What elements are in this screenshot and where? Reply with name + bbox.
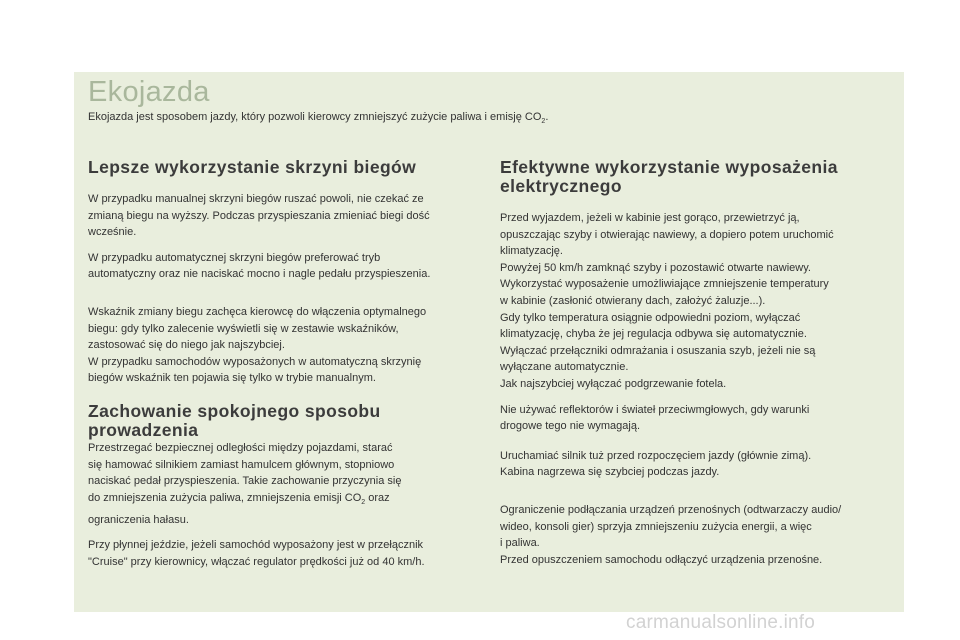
paragraph-gear-indicator: Wskaźnik zmiany biegu zachęca kierowcę do włączenia optymalnego biegu: gdy tylko zalecenie wyświetli się w zestawie wskaźników, zastosować się do niego jak najszybciej. W przypadku samochodów wyposażonych w automatyczną skrzynię biegów wskaźnik ten pojawia się tylko w trybie manualnym. [88, 305, 427, 385]
section-title-gearbox: Lepsze wykorzystanie skrzyni biegów [88, 157, 417, 177]
right-column [500, 158, 896, 568]
section-title-electrical [500, 158, 896, 196]
section-title-calm-driving-text: Zachowanie spokojnego sposobu prowadzenia [88, 400, 381, 440]
intro-text [88, 111, 548, 125]
paragraph-safe-distance-main: Przestrzegać bezpiecznej odległości między pojazdami, starać się hamować silnikiem zamiast hamulcem głównym, stopniowo naciskać pedał przyspieszenia. Takie zachowanie przyczynia się do zmniejszenia zużycia paliwa, zmniejszenia emisji CO [88, 441, 402, 504]
intro-text-end: . [545, 111, 549, 123]
paragraph-safe-distance [88, 440, 484, 528]
page-title: Ekojazda [88, 76, 210, 108]
paragraph-cruise-control: Przy płynnej jeździe, jeżeli samochód wyposażony jest w przełącznik "Cruise" przy kierownicy, włączać regulator prędkości już od 40 km/h. [88, 539, 425, 568]
paragraph-portable-devices: Ograniczenie podłączania urządzeń przenośnych (odtwarzaczy audio/ wideo, konsoli gier) sprzyja zmniejszeniu zużycia energii, a więc i paliwa. Przed opuszczeniem samochodu odłączyć urządzenia przenośne. [500, 503, 842, 566]
paragraph-engine-start: Uruchamiać silnik tuż przed rozpoczęciem jazdy (głównie zimą). Kabina nagrzewa się szybciej podczas jazdy. [500, 449, 812, 479]
paragraph-safe-distance-end: oraz ograniczenia hałasu. [88, 491, 390, 526]
intro-text-main: Ekojazda jest sposobem jazdy, który pozwoli kierowcy zmniejszyć zużycie paliwa i emisję CO [88, 111, 542, 123]
section-title-electrical-text: Efektywne wykorzystanie wyposażenia elektrycznego [500, 157, 838, 196]
co2-subscript: 2 [361, 498, 366, 506]
left-column [88, 158, 484, 570]
paragraph-manual-gearbox: W przypadku manualnej skrzyni biegów ruszać powoli, nie czekać ze zmianą biegu na wyższy. Podczas przyspieszania zmieniać biegi dość wcześnie. [88, 193, 430, 239]
paragraph-fog-lights: Nie używać reflektorów i świateł przeciwmgłowych, gdy warunki drogowe tego nie wymagają. [500, 403, 810, 433]
watermark: carmanualsonline.info [626, 612, 816, 633]
section-title-calm-driving [88, 402, 484, 440]
paragraph-air-conditioning: Przed wyjazdem, jeżeli w kabinie jest gorąco, przewietrzyć ją, opuszczając szyby i otwierając nawiewy, a dopiero potem uruchomić klimatyzację. Powyżej 50 km/h zamknąć szyby i pozostawić otwarte nawiewy. Wykorzystać wyposażenie umożliwiające zmniejszenie temperatury w kabinie (zasłonić otwierany dach, założyć żaluzje...). Gdy tylko temperatura osiągnie odpowiedni poziom, wyłączać klimatyzację, chyba że jej regulacja odbywa się automatycznie. Wyłączać przełączniki odmrażania i osuszania szyb, jeżeli nie są wyłączane automatycznie. Jak najszybciej wyłączać podgrzewanie fotela. [500, 212, 834, 390]
paragraph-automatic-gearbox: W przypadku automatycznej skrzyni biegów preferować tryb automatyczny oraz nie naciskać mocno i nagle pedału przyspieszenia. [88, 251, 431, 281]
intro-subscript: 2 [541, 118, 546, 126]
